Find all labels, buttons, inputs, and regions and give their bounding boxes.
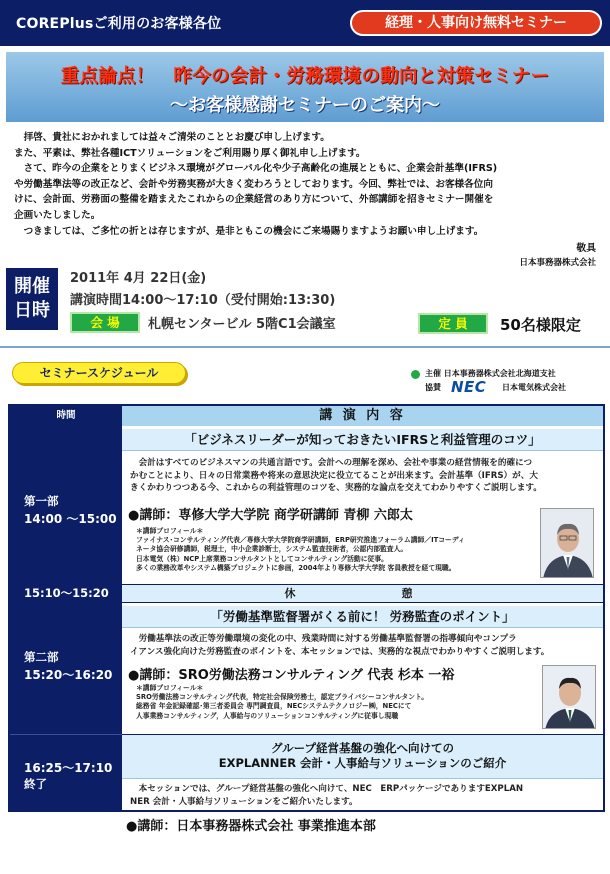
- speaker-photo: [542, 665, 596, 729]
- intro-line: さて、昨今の企業をとりまくビジネス環境がグローバル化や少子高齢化の進展とともに、企業会計基準(IFRS): [14, 163, 498, 175]
- profile-line: 日本電気（株）NCP上席業務コンサルタントとしてコンサルティング活動に従事。: [136, 554, 388, 563]
- session-title: 「労働基準監督署がくる前に！ 労務監査のポイント」: [122, 606, 603, 628]
- intro-line: 企画いたしました。: [14, 209, 101, 221]
- speaker-name: ●講師：専修大学大学院 商学研講師 青柳 六郎太: [128, 508, 413, 523]
- venue-name: 札幌センタービル 5階C1会議室: [148, 317, 336, 332]
- page-subtitle: ～お客様感謝セミナーのご案内～: [170, 95, 440, 116]
- session-time: 15:20～16:20: [24, 668, 113, 682]
- break-label: 休 憩: [122, 585, 603, 602]
- session-time: 16:25～17:10: [24, 761, 113, 775]
- hero-banner: [6, 52, 604, 122]
- session-part: 終了: [24, 777, 47, 791]
- sponsor-name: 日本事務器株式会社北海道支社: [443, 369, 556, 378]
- free-seminar-badge: 経理・人事向け無料セミナー: [350, 10, 602, 36]
- profile-line: 人事業務コンサルティング，人事給与のソリューションコンサルティングに従事し現職: [136, 711, 399, 720]
- session-3-time-cell: [10, 734, 122, 810]
- session-description: [130, 783, 596, 808]
- session-part: 第一部: [24, 494, 59, 508]
- event-time: 講演時間14:00～17:10（受付開始:13:30): [70, 293, 336, 308]
- description-line: イアンス強化向けた労務監査のポイントを、本セッションでは、実務的な視点でわかりやすくご説明します。: [130, 646, 550, 657]
- cosponsor-name: 日本電気株式会社: [502, 383, 566, 392]
- cosponsor-label: 協賛: [425, 383, 441, 392]
- session-title: 「ビジネスリーダーが知っておきたいIFRSと利益管理のコツ」: [122, 429, 603, 451]
- speaker-name: ●講師：SRO労働法務コンサルティング 代表 杉本 一裕: [128, 668, 455, 683]
- intro-line: つきましては、ご多忙の折とは存じますが、是非ともこの機会にご来場賜りますようお願い申し上げます。: [14, 225, 484, 237]
- session-description: [130, 633, 596, 658]
- session-2-time-cell: [10, 603, 122, 734]
- venue-label: 会 場: [70, 312, 140, 333]
- sponsor-line: [425, 368, 556, 379]
- session-title-line: グループ経営基盤の強化へ向けての: [270, 741, 455, 755]
- intro-line: 拝啓、貴社におかれましては益々ご清栄のこととお慶び申し上げます。: [14, 132, 330, 143]
- speaker-profile: [136, 527, 465, 573]
- schedule-button[interactable]: セミナースケジュール: [12, 362, 186, 384]
- break-time: 15:10～15:20: [10, 585, 122, 602]
- session-description: [130, 457, 596, 495]
- schedule-table: [8, 404, 605, 812]
- description-line: 本セッションでは、グループ経営基盤の強化へ向けて、NEC ERPパッケージでありますEXPLAN: [130, 784, 524, 794]
- capacity-label: 定 員: [418, 313, 488, 334]
- audience-label: COREPlusご利用のお客様各位: [16, 16, 222, 32]
- description-line: 労働基準法の改正等労働環境の変化の中、残業時間に対する労働基準監督署の指導傾向やコンプラ: [130, 634, 517, 644]
- section-divider: [0, 346, 610, 348]
- page-title: 重点論点！ 昨今の会計・労務環境の動向と対策セミナー: [60, 66, 550, 87]
- nec-logo: NEC: [451, 378, 487, 396]
- speaker-photo: [540, 508, 594, 578]
- profile-line: ネータ協会研修講師，税理士，中小企業診断士，システム監査技術者，公認内部監査人。: [136, 545, 408, 554]
- event-date-badge: [6, 268, 58, 330]
- session-title-line: EXPLANNER 会計・人事給与ソリューションのご紹介: [218, 755, 507, 770]
- profile-line: ＊講師プロフィール＊: [136, 527, 204, 535]
- profile-line: 総務省 年金記録確認･第三者委員会 専門調査員，NECシステムテクノロジー㈱，NECにて: [136, 702, 412, 711]
- person-photo-icon: [541, 509, 594, 578]
- profile-line: 多くの業務改革やシステム構築プロジェクトに参画，2004年より専修大学大学院 客員教授を経て現職。: [136, 563, 456, 572]
- session-1-content: [122, 426, 603, 584]
- green-dot-icon: [411, 370, 420, 379]
- session-3-content: [122, 734, 603, 810]
- session-2-content: [122, 603, 603, 734]
- session-part: 第二部: [24, 650, 59, 664]
- closing-word: 敬具: [576, 243, 596, 254]
- speaker-name: ●講師：日本事務器株式会社 事業推進本部: [126, 819, 376, 834]
- session-title: [122, 735, 603, 779]
- event-date-badge-line: 日時: [14, 300, 50, 321]
- description-line: NER 会計・人事給与ソリューションをご紹介いたします。: [130, 796, 358, 807]
- description-line: きくかわりつつある今、これからの利益管理のコツを、実務的な論点を交えてわかりやすくご説明します。: [130, 483, 542, 493]
- profile-line: ファイナス･コンサルティング代表／専修大学大学院商学研講師，ERP研究推進フォーラム講師／ITコーディ: [136, 536, 465, 545]
- intro-letter: [14, 130, 604, 239]
- speaker-profile: [136, 684, 428, 721]
- description-line: かむことにより、日々の日常業務や将来の意思決定に役立てることが出来ます。会計基準（IFRS）が、大: [130, 470, 538, 481]
- event-date-badge-label: [6, 275, 58, 323]
- session-1-time-cell: [10, 426, 122, 584]
- session-time: 14:00 ～15:00: [24, 512, 117, 526]
- profile-line: ＊講師プロフィール＊: [136, 684, 204, 692]
- break-row: [10, 584, 603, 603]
- sponsor-label: 主催: [425, 369, 441, 378]
- intro-line: また、平素は、弊社各種ICTソリューションをご利用賜り厚く御礼申し上げます。: [14, 147, 366, 159]
- column-header-time: 時間: [10, 406, 122, 426]
- column-header-content: 講 演 内 容: [122, 406, 603, 426]
- event-date: 2011年 4月 22日(金): [70, 271, 207, 286]
- top-bar: [0, 0, 610, 46]
- sender-company: 日本事務器株式会社: [519, 258, 596, 268]
- person-photo-icon: [543, 666, 596, 729]
- intro-line: や労働基準法等の改正など、会計や労務実務が大きく変わろうとしております。今回、弊社では、お客様各位向: [14, 178, 493, 190]
- intro-line: けに、会計面、労務面の整備を踏まえたこれからの企業経営のあり方について、外部講師を招きセミナー開催を: [14, 194, 494, 206]
- description-line: 会計はすべてのビジネスマンの共通言語です。会計への理解を深め、会社や事業の経営情報を的確につ: [130, 458, 533, 468]
- capacity-value: 50名様限定: [500, 316, 581, 334]
- event-date-badge-line: 開催: [14, 276, 50, 297]
- profile-line: SRO労働法務コンサルティング代表，特定社会保険労務士，認定プライバシーコンサルタント。: [136, 693, 428, 702]
